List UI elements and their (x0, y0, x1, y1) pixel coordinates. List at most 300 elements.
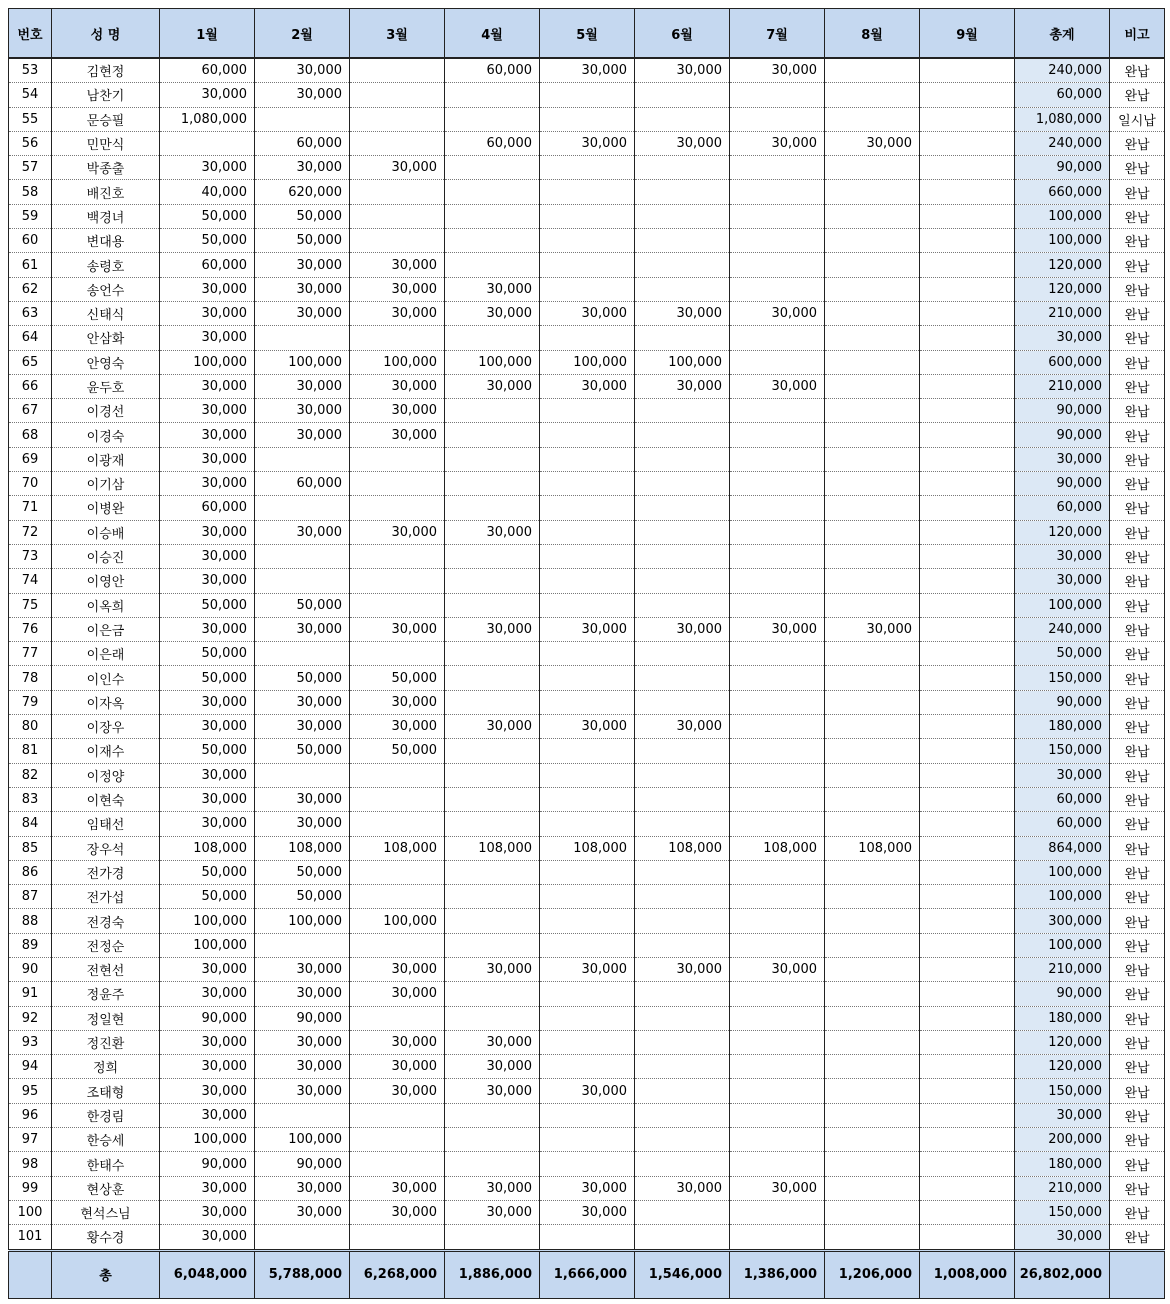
row-month-amount (635, 229, 730, 253)
row-month-amount (730, 715, 825, 739)
row-month-amount: 30,000 (350, 982, 445, 1006)
row-month-amount (540, 472, 635, 496)
row-month-amount (540, 107, 635, 131)
row-month-amount (445, 423, 540, 447)
row-total: 240,000 (1015, 58, 1110, 83)
row-month-amount (825, 399, 920, 423)
row-note: 완납 (1110, 229, 1165, 253)
row-note: 완납 (1110, 350, 1165, 374)
row-month-amount (350, 812, 445, 836)
row-month-amount (730, 326, 825, 350)
row-month-amount (445, 1006, 540, 1030)
row-month-amount (445, 447, 540, 471)
row-month-amount (635, 447, 730, 471)
row-month-amount (825, 1079, 920, 1103)
row-month-amount (920, 690, 1015, 714)
row-month-amount (635, 666, 730, 690)
row-number: 95 (9, 1079, 52, 1103)
row-note: 완납 (1110, 982, 1165, 1006)
footer-month-total: 1,206,000 (825, 1250, 920, 1298)
row-month-amount: 100,000 (255, 1128, 350, 1152)
row-number: 83 (9, 787, 52, 811)
row-month-amount (540, 666, 635, 690)
row-month-amount: 30,000 (255, 690, 350, 714)
row-month-amount: 108,000 (445, 836, 540, 860)
row-month-amount (635, 83, 730, 107)
row-month-amount (730, 593, 825, 617)
row-note: 완납 (1110, 763, 1165, 787)
row-total: 60,000 (1015, 787, 1110, 811)
row-month-amount (920, 933, 1015, 957)
row-month-amount: 50,000 (160, 229, 255, 253)
row-number: 98 (9, 1152, 52, 1176)
row-note: 완납 (1110, 1030, 1165, 1054)
row-month-amount (920, 107, 1015, 131)
row-month-amount (825, 544, 920, 568)
row-month-amount (255, 107, 350, 131)
row-month-amount (540, 763, 635, 787)
row-month-amount: 30,000 (160, 520, 255, 544)
table-row (9, 204, 1165, 228)
row-month-amount: 30,000 (540, 58, 635, 83)
row-number: 91 (9, 982, 52, 1006)
table-row (9, 715, 1165, 739)
row-month-amount (350, 569, 445, 593)
row-month-amount: 108,000 (635, 836, 730, 860)
row-month-amount (255, 642, 350, 666)
row-month-amount (920, 301, 1015, 325)
row-month-amount (350, 204, 445, 228)
row-month-amount (350, 593, 445, 617)
row-month-amount: 100,000 (445, 350, 540, 374)
row-month-amount: 30,000 (350, 1176, 445, 1200)
row-number: 63 (9, 301, 52, 325)
row-month-amount (920, 715, 1015, 739)
row-name: 이영안 (52, 569, 160, 593)
row-name: 윤두호 (52, 374, 160, 398)
row-number: 73 (9, 544, 52, 568)
row-number: 76 (9, 617, 52, 641)
table-row (9, 58, 1165, 83)
row-month-amount: 90,000 (255, 1006, 350, 1030)
row-month-amount: 108,000 (350, 836, 445, 860)
row-month-amount (730, 885, 825, 909)
header-number: 번호 (9, 9, 52, 59)
row-month-amount (730, 156, 825, 180)
table-row (9, 666, 1165, 690)
row-month-amount (540, 1128, 635, 1152)
row-month-amount (920, 1079, 1015, 1103)
row-month-amount (730, 472, 825, 496)
table-row (9, 423, 1165, 447)
row-name: 민만식 (52, 131, 160, 155)
row-month-amount (445, 326, 540, 350)
row-number: 80 (9, 715, 52, 739)
row-name: 황수경 (52, 1225, 160, 1250)
table-row (9, 909, 1165, 933)
row-month-amount (445, 472, 540, 496)
header-note: 비고 (1110, 9, 1165, 59)
row-month-amount (730, 909, 825, 933)
row-month-amount (635, 1055, 730, 1079)
row-month-amount: 30,000 (350, 277, 445, 301)
footer-month-total: 1,546,000 (635, 1250, 730, 1298)
row-month-amount: 30,000 (445, 957, 540, 981)
row-note: 완납 (1110, 423, 1165, 447)
row-month-amount (540, 1030, 635, 1054)
row-number: 70 (9, 472, 52, 496)
row-month-amount (825, 1200, 920, 1224)
row-month-amount: 30,000 (255, 957, 350, 981)
row-month-amount: 30,000 (160, 957, 255, 981)
row-month-amount (920, 350, 1015, 374)
header-month: 2월 (255, 9, 350, 59)
row-number: 59 (9, 204, 52, 228)
row-note: 완납 (1110, 593, 1165, 617)
row-month-amount (920, 472, 1015, 496)
row-month-amount (825, 715, 920, 739)
row-note: 완납 (1110, 131, 1165, 155)
row-month-amount: 30,000 (350, 1079, 445, 1103)
row-month-amount: 30,000 (540, 957, 635, 981)
row-month-amount (635, 496, 730, 520)
row-month-amount: 30,000 (540, 1176, 635, 1200)
row-total: 150,000 (1015, 666, 1110, 690)
row-month-amount: 30,000 (825, 131, 920, 155)
row-month-amount: 30,000 (350, 715, 445, 739)
row-month-amount: 30,000 (350, 253, 445, 277)
row-number: 58 (9, 180, 52, 204)
row-number: 62 (9, 277, 52, 301)
row-number: 93 (9, 1030, 52, 1054)
row-number: 77 (9, 642, 52, 666)
row-month-amount: 30,000 (350, 617, 445, 641)
row-month-amount (350, 1006, 445, 1030)
row-month-amount: 30,000 (160, 715, 255, 739)
row-month-amount: 30,000 (255, 617, 350, 641)
row-month-amount: 620,000 (255, 180, 350, 204)
row-month-amount: 100,000 (350, 350, 445, 374)
row-month-amount: 30,000 (255, 374, 350, 398)
row-month-amount: 90,000 (160, 1152, 255, 1176)
row-month-amount: 30,000 (160, 277, 255, 301)
row-total: 100,000 (1015, 860, 1110, 884)
row-month-amount (920, 83, 1015, 107)
row-month-amount (920, 836, 1015, 860)
row-month-amount: 30,000 (540, 1200, 635, 1224)
row-name: 송령호 (52, 253, 160, 277)
row-month-amount: 30,000 (445, 301, 540, 325)
row-month-amount: 30,000 (255, 277, 350, 301)
row-name: 이경선 (52, 399, 160, 423)
footer-month-total: 5,788,000 (255, 1250, 350, 1298)
row-month-amount (635, 1030, 730, 1054)
row-total: 30,000 (1015, 569, 1110, 593)
row-month-amount (635, 885, 730, 909)
row-month-amount (825, 666, 920, 690)
row-month-amount: 30,000 (160, 1225, 255, 1250)
row-month-amount (540, 544, 635, 568)
row-month-amount (825, 1030, 920, 1054)
row-note: 완납 (1110, 642, 1165, 666)
row-month-amount (825, 156, 920, 180)
row-month-amount (635, 107, 730, 131)
row-month-amount (825, 812, 920, 836)
row-total: 30,000 (1015, 447, 1110, 471)
row-month-amount: 30,000 (255, 156, 350, 180)
row-month-amount (730, 544, 825, 568)
row-note: 완납 (1110, 1176, 1165, 1200)
row-month-amount (730, 1030, 825, 1054)
row-month-amount (825, 1055, 920, 1079)
row-month-amount (730, 253, 825, 277)
row-month-amount: 30,000 (255, 982, 350, 1006)
row-note: 완납 (1110, 58, 1165, 83)
row-month-amount (825, 58, 920, 83)
table-row (9, 326, 1165, 350)
row-name: 박종출 (52, 156, 160, 180)
row-total: 60,000 (1015, 83, 1110, 107)
row-month-amount: 30,000 (160, 374, 255, 398)
row-month-amount (825, 933, 920, 957)
row-name: 이광재 (52, 447, 160, 471)
row-month-amount (920, 860, 1015, 884)
row-total: 30,000 (1015, 1225, 1110, 1250)
row-number: 67 (9, 399, 52, 423)
header-name: 성 명 (52, 9, 160, 59)
row-note: 완납 (1110, 666, 1165, 690)
row-total: 90,000 (1015, 690, 1110, 714)
row-month-amount (730, 569, 825, 593)
row-name: 장우석 (52, 836, 160, 860)
row-month-amount: 30,000 (160, 1030, 255, 1054)
row-number: 56 (9, 131, 52, 155)
row-month-amount: 30,000 (160, 472, 255, 496)
row-name: 문승필 (52, 107, 160, 131)
row-month-amount (350, 763, 445, 787)
row-month-amount (350, 131, 445, 155)
row-month-amount: 50,000 (255, 204, 350, 228)
row-month-amount: 30,000 (160, 83, 255, 107)
row-month-amount: 30,000 (350, 399, 445, 423)
row-total: 120,000 (1015, 1055, 1110, 1079)
row-month-amount (825, 1152, 920, 1176)
row-month-amount: 50,000 (255, 229, 350, 253)
row-month-amount: 30,000 (350, 301, 445, 325)
row-month-amount (445, 787, 540, 811)
row-month-amount (825, 180, 920, 204)
table-row (9, 933, 1165, 957)
row-total: 90,000 (1015, 423, 1110, 447)
row-number: 68 (9, 423, 52, 447)
row-month-amount: 30,000 (160, 569, 255, 593)
row-month-amount: 30,000 (160, 399, 255, 423)
row-name: 변대용 (52, 229, 160, 253)
row-name: 이장우 (52, 715, 160, 739)
row-month-amount (540, 326, 635, 350)
row-month-amount (635, 544, 730, 568)
row-month-amount (825, 204, 920, 228)
row-month-amount: 30,000 (825, 617, 920, 641)
table-row (9, 1103, 1165, 1127)
row-number: 64 (9, 326, 52, 350)
row-month-amount: 30,000 (160, 1103, 255, 1127)
row-total: 210,000 (1015, 1176, 1110, 1200)
row-month-amount (445, 885, 540, 909)
row-month-amount (825, 957, 920, 981)
row-month-amount (920, 1152, 1015, 1176)
row-month-amount: 30,000 (730, 1176, 825, 1200)
row-name: 전가경 (52, 860, 160, 884)
row-number: 96 (9, 1103, 52, 1127)
row-month-amount (350, 787, 445, 811)
row-note: 완납 (1110, 326, 1165, 350)
row-month-amount (730, 787, 825, 811)
row-month-amount: 50,000 (255, 739, 350, 763)
row-month-amount: 50,000 (350, 739, 445, 763)
row-month-amount (920, 1006, 1015, 1030)
row-month-amount: 30,000 (160, 1176, 255, 1200)
row-month-amount (350, 180, 445, 204)
footer-month-total: 1,886,000 (445, 1250, 540, 1298)
row-month-amount: 30,000 (160, 690, 255, 714)
row-number: 79 (9, 690, 52, 714)
row-month-amount (540, 642, 635, 666)
row-number: 84 (9, 812, 52, 836)
row-month-amount: 30,000 (540, 715, 635, 739)
row-month-amount (635, 763, 730, 787)
row-month-amount (635, 593, 730, 617)
row-month-amount (825, 739, 920, 763)
row-month-amount: 30,000 (160, 326, 255, 350)
row-total: 210,000 (1015, 301, 1110, 325)
row-month-amount: 30,000 (160, 544, 255, 568)
row-name: 정윤주 (52, 982, 160, 1006)
row-month-amount (920, 885, 1015, 909)
table-row (9, 399, 1165, 423)
header-month: 9월 (920, 9, 1015, 59)
table-row (9, 1152, 1165, 1176)
row-month-amount: 30,000 (350, 156, 445, 180)
row-month-amount: 30,000 (540, 617, 635, 641)
row-month-amount (730, 350, 825, 374)
row-month-amount (160, 131, 255, 155)
row-month-amount (540, 690, 635, 714)
table-row (9, 617, 1165, 641)
row-month-amount: 30,000 (635, 715, 730, 739)
row-month-amount (825, 909, 920, 933)
row-total: 90,000 (1015, 399, 1110, 423)
row-month-amount: 30,000 (255, 301, 350, 325)
row-month-amount (255, 326, 350, 350)
row-total: 90,000 (1015, 982, 1110, 1006)
row-name: 전경숙 (52, 909, 160, 933)
row-total: 240,000 (1015, 617, 1110, 641)
row-month-amount: 60,000 (160, 496, 255, 520)
table-row (9, 812, 1165, 836)
table-row (9, 301, 1165, 325)
row-month-amount (540, 812, 635, 836)
row-month-amount (920, 1103, 1015, 1127)
table-row (9, 253, 1165, 277)
row-number: 82 (9, 763, 52, 787)
row-month-amount (350, 933, 445, 957)
row-note: 완납 (1110, 569, 1165, 593)
row-month-amount (540, 739, 635, 763)
row-month-amount (730, 642, 825, 666)
footer-month-total: 1,666,000 (540, 1250, 635, 1298)
row-month-amount (635, 1006, 730, 1030)
row-month-amount (445, 496, 540, 520)
footer-month-total: 1,008,000 (920, 1250, 1015, 1298)
row-month-amount: 30,000 (635, 131, 730, 155)
row-month-amount (445, 860, 540, 884)
row-number: 78 (9, 666, 52, 690)
row-month-amount (920, 593, 1015, 617)
row-month-amount (540, 1152, 635, 1176)
row-month-amount: 108,000 (825, 836, 920, 860)
row-name: 정일현 (52, 1006, 160, 1030)
row-number: 89 (9, 933, 52, 957)
row-month-amount: 30,000 (445, 374, 540, 398)
row-note: 완납 (1110, 1079, 1165, 1103)
row-month-amount: 100,000 (255, 350, 350, 374)
row-month-amount (635, 156, 730, 180)
row-total: 60,000 (1015, 496, 1110, 520)
row-note: 완납 (1110, 1128, 1165, 1152)
row-total: 1,080,000 (1015, 107, 1110, 131)
header-total: 총계 (1015, 9, 1110, 59)
row-month-amount: 60,000 (255, 131, 350, 155)
row-month-amount: 60,000 (445, 58, 540, 83)
row-month-amount (825, 860, 920, 884)
row-name: 이은래 (52, 642, 160, 666)
row-month-amount: 100,000 (350, 909, 445, 933)
row-month-amount (920, 496, 1015, 520)
table-body (9, 58, 1165, 1250)
row-month-amount (635, 860, 730, 884)
row-month-amount (635, 326, 730, 350)
row-month-amount: 30,000 (350, 374, 445, 398)
row-month-amount (540, 1055, 635, 1079)
footer-blank (9, 1250, 52, 1298)
row-name: 한경림 (52, 1103, 160, 1127)
row-number: 100 (9, 1200, 52, 1224)
row-name: 신태식 (52, 301, 160, 325)
row-month-amount (445, 253, 540, 277)
row-month-amount (730, 83, 825, 107)
row-month-amount (825, 350, 920, 374)
table-row (9, 593, 1165, 617)
row-month-amount: 30,000 (730, 131, 825, 155)
row-month-amount: 30,000 (635, 58, 730, 83)
row-month-amount (920, 399, 1015, 423)
row-total: 180,000 (1015, 715, 1110, 739)
header-month: 4월 (445, 9, 540, 59)
row-name: 이승배 (52, 520, 160, 544)
row-month-amount (920, 982, 1015, 1006)
row-number: 72 (9, 520, 52, 544)
row-month-amount: 108,000 (255, 836, 350, 860)
row-total: 180,000 (1015, 1152, 1110, 1176)
row-total: 100,000 (1015, 933, 1110, 957)
row-month-amount (920, 1055, 1015, 1079)
row-month-amount (350, 1152, 445, 1176)
table-row (9, 957, 1165, 981)
row-name: 이재수 (52, 739, 160, 763)
row-number: 86 (9, 860, 52, 884)
row-month-amount (635, 277, 730, 301)
